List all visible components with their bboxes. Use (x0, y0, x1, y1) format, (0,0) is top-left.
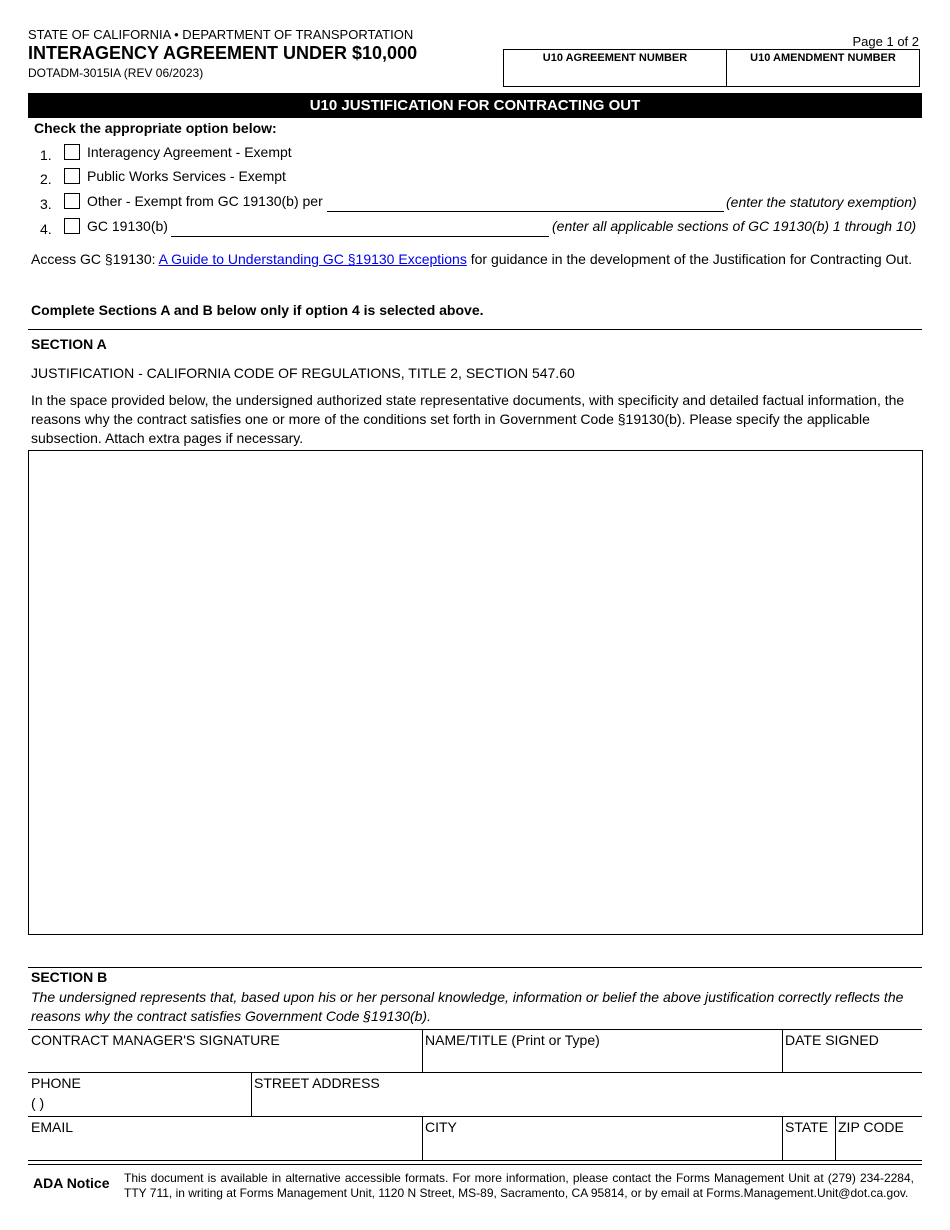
phone-area-code: ( ) (31, 1095, 45, 1111)
access-prefix: Access GC §19130: (31, 251, 159, 267)
option-number: 1. (40, 147, 52, 163)
email-label: EMAIL (31, 1119, 74, 1135)
zip-code-label: ZIP CODE (838, 1119, 904, 1135)
name-title-field[interactable] (422, 1030, 782, 1072)
state-label: STATE (785, 1119, 829, 1135)
justification-textarea[interactable] (28, 450, 923, 935)
signature-field[interactable] (28, 1030, 422, 1072)
amendment-number-field[interactable] (726, 49, 920, 87)
street-address-field[interactable] (251, 1073, 922, 1116)
section-a-instructions: In the space provided below, the undersigned authorized state representative documents, with specificity and detailed factual information, the reasons why the contract satisfies one or more of the conditions set forth in Government Code §19130(b). Please specify the applicable subsection. Attach extra pages if necessary. (31, 392, 905, 446)
statutory-exemption-input[interactable] (327, 211, 724, 212)
street-address-label: STREET ADDRESS (254, 1075, 380, 1091)
access-guide-line (31, 251, 912, 267)
option-1 (40, 144, 340, 164)
option-number: 4. (40, 221, 52, 237)
section-b-heading: SECTION B (31, 969, 108, 985)
amendment-number-label: U10 AMENDMENT NUMBER (750, 52, 896, 64)
complete-sections-note: Complete Sections A and B below only if option 4 is selected above. (31, 302, 484, 318)
divider (28, 967, 922, 968)
zip-code-field[interactable] (835, 1117, 922, 1160)
city-label: CITY (425, 1119, 457, 1135)
date-signed-label: DATE SIGNED (785, 1032, 879, 1048)
divider (28, 1164, 922, 1165)
page-number: Page 1 of 2 (852, 34, 919, 49)
option-label: Other - Exempt from GC 19130(b) per (87, 193, 323, 209)
gc-sections-input[interactable] (171, 236, 549, 237)
option-label: GC 19130(b) (87, 218, 168, 234)
section-b-statement: The undersigned represents that, based upon his or her personal knowledge, information or belief the above justification correctly reflects the reasons why the contract satisfies Government Code §19130(b). (31, 989, 904, 1024)
option-1-checkbox[interactable] (64, 144, 80, 160)
option-3-checkbox[interactable] (64, 193, 80, 209)
phone-label: PHONE (31, 1075, 81, 1091)
name-title-label: NAME/TITLE (Print or Type) (425, 1032, 600, 1048)
divider (28, 329, 922, 330)
form-number: DOTADM-3015IA (REV 06/2023) (28, 66, 204, 80)
option-3 (40, 193, 340, 213)
state-field[interactable] (782, 1117, 835, 1160)
option-4-checkbox[interactable] (64, 218, 80, 234)
options-title: Check the appropriate option below: (34, 120, 277, 136)
email-field[interactable] (28, 1117, 422, 1160)
option-4 (40, 218, 340, 238)
section-a-subheading: JUSTIFICATION - CALIFORNIA CODE OF REGULATIONS, TITLE 2, SECTION 547.60 (31, 365, 575, 381)
ada-notice-label: ADA Notice (33, 1175, 110, 1191)
option-label: Public Works Services - Exempt (87, 168, 286, 184)
form-title: INTERAGENCY AGREEMENT UNDER $10,000 (28, 43, 418, 63)
option-3-hint: (enter the statutory exemption) (726, 194, 917, 210)
option-number: 3. (40, 196, 52, 212)
section-a-heading: SECTION A (31, 336, 107, 352)
signature-label: CONTRACT MANAGER'S SIGNATURE (31, 1032, 280, 1048)
justification-banner: U10 JUSTIFICATION FOR CONTRACTING OUT (28, 93, 922, 118)
city-field[interactable] (422, 1117, 782, 1160)
phone-field[interactable] (28, 1073, 251, 1116)
option-number: 2. (40, 171, 52, 187)
divider (28, 1160, 922, 1161)
option-4-hint: (enter all applicable sections of GC 19130(b) 1 through 10) (552, 218, 917, 234)
option-label: Interagency Agreement - Exempt (87, 144, 292, 160)
gc-19130-guide-link[interactable]: A Guide to Understanding GC §19130 Exceptions (158, 251, 467, 267)
agreement-number-label: U10 AGREEMENT NUMBER (542, 52, 688, 64)
ada-notice-text: This document is available in alternative accessible formats. For more information, please contact the Forms Management Unit at (279) 234-2284, TTY 711, in writing at Forms Management Unit, 1120 N Street, MS-89, Sacramento, CA 95814, or by email at Forms.Management.Unit@dot.ca.gov. (124, 1171, 914, 1200)
department-line: STATE OF CALIFORNIA • DEPARTMENT OF TRANSPORTATION (28, 27, 414, 42)
date-signed-field[interactable] (782, 1030, 922, 1072)
option-2-checkbox[interactable] (64, 168, 80, 184)
option-2 (40, 168, 340, 188)
access-suffix: for guidance in the development of the Justification for Contracting Out. (466, 251, 912, 267)
agreement-number-field[interactable] (503, 49, 727, 87)
